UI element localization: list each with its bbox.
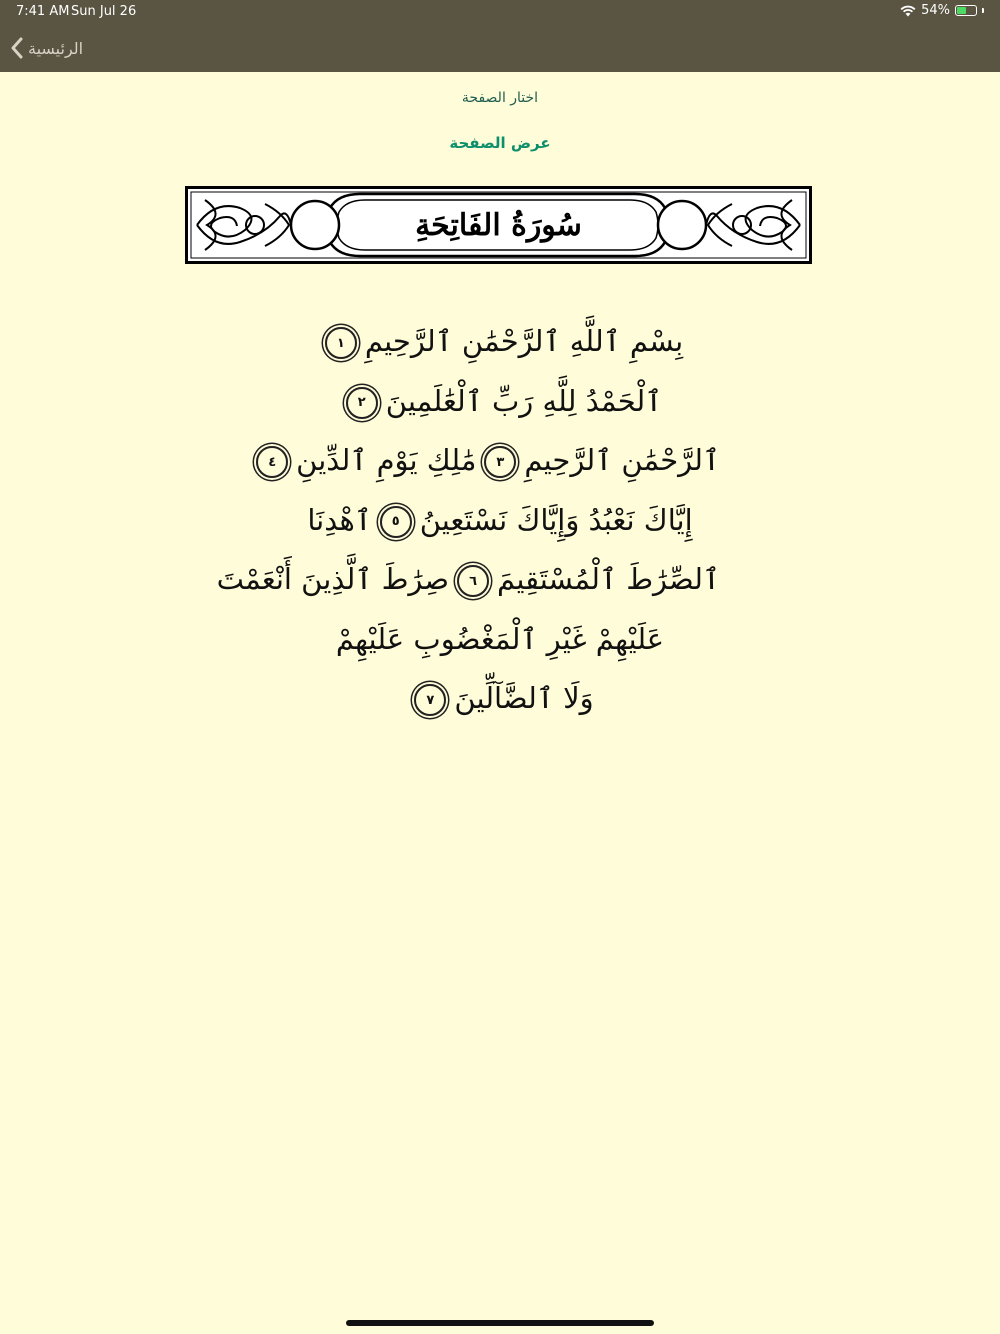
battery-icon — [955, 5, 977, 16]
ayah-number-marker: ٥ — [380, 506, 412, 538]
verse-text: ٱلرَّحْمَٰنِ ٱلرَّحِيمِ — [524, 443, 720, 477]
surah-title: سُورَةُ الفَاتِحَةِ — [415, 207, 582, 243]
verse-line — [280, 372, 720, 432]
battery-cap — [982, 8, 984, 13]
status-indicators — [900, 3, 984, 18]
verse-text: عَلَيْهِمْ غَيْرِ ٱلْمَغْضُوبِ عَلَيْهِمْ — [335, 621, 665, 656]
verse-text: إِيَّاكَ نَعْبُدُ وَإِيَّاكَ نَسْتَعِينُ — [419, 502, 693, 537]
ayah-number-marker: ٦ — [457, 565, 489, 597]
surah-banner — [185, 186, 812, 264]
verse-text: بِسْمِ ٱللَّهِ ٱلرَّحْمَٰنِ ٱلرَّحِيمِ — [364, 324, 684, 358]
navigation-bar — [0, 24, 1000, 72]
verse-text: ٱلْحَمْدُ لِلَّهِ رَبِّ ٱلْعَٰلَمِينَ — [385, 383, 663, 418]
status-bar — [0, 0, 1000, 24]
verse-line — [268, 431, 720, 491]
view-page-button[interactable]: عرض الصفحة — [449, 134, 551, 152]
ayah-number-marker: ٣ — [484, 446, 516, 478]
chevron-left-icon — [10, 37, 24, 59]
back-label: الرئيسية — [28, 38, 84, 58]
battery-percent: 54% — [921, 3, 950, 18]
ayah-number-marker: ٧ — [414, 684, 446, 716]
ayah-number-marker: ٤ — [256, 446, 288, 478]
back-button[interactable] — [10, 34, 83, 62]
verse-text: صِرَٰطَ ٱلَّذِينَ أَنْعَمْتَ — [216, 562, 450, 596]
verse-line — [280, 610, 720, 670]
choose-page-button[interactable]: اختار الصفحة — [461, 90, 539, 106]
verse-line — [280, 491, 720, 551]
wifi-icon — [900, 5, 916, 17]
verse-text: ٱلصِّرَٰطَ ٱلْمُسْتَقِيمَ — [497, 562, 720, 596]
ayah-number-marker: ٢ — [346, 387, 378, 419]
status-time: 7:41 AM — [16, 4, 70, 19]
battery-level — [957, 7, 966, 14]
verse-text: وَلَا ٱلضَّآلِّينَ — [454, 681, 594, 715]
verse-text: ٱهْدِنَا — [307, 502, 372, 537]
ayah-number-marker: ١ — [325, 327, 357, 359]
verse-line — [280, 312, 720, 372]
status-date: Sun Jul 26 — [71, 4, 137, 19]
verse-line — [216, 550, 720, 610]
home-indicator[interactable] — [346, 1320, 654, 1326]
verse-line — [280, 669, 720, 729]
verse-text: مَٰلِكِ يَوْمِ ٱلدِّينِ — [296, 443, 477, 477]
quran-page-text — [216, 312, 720, 729]
